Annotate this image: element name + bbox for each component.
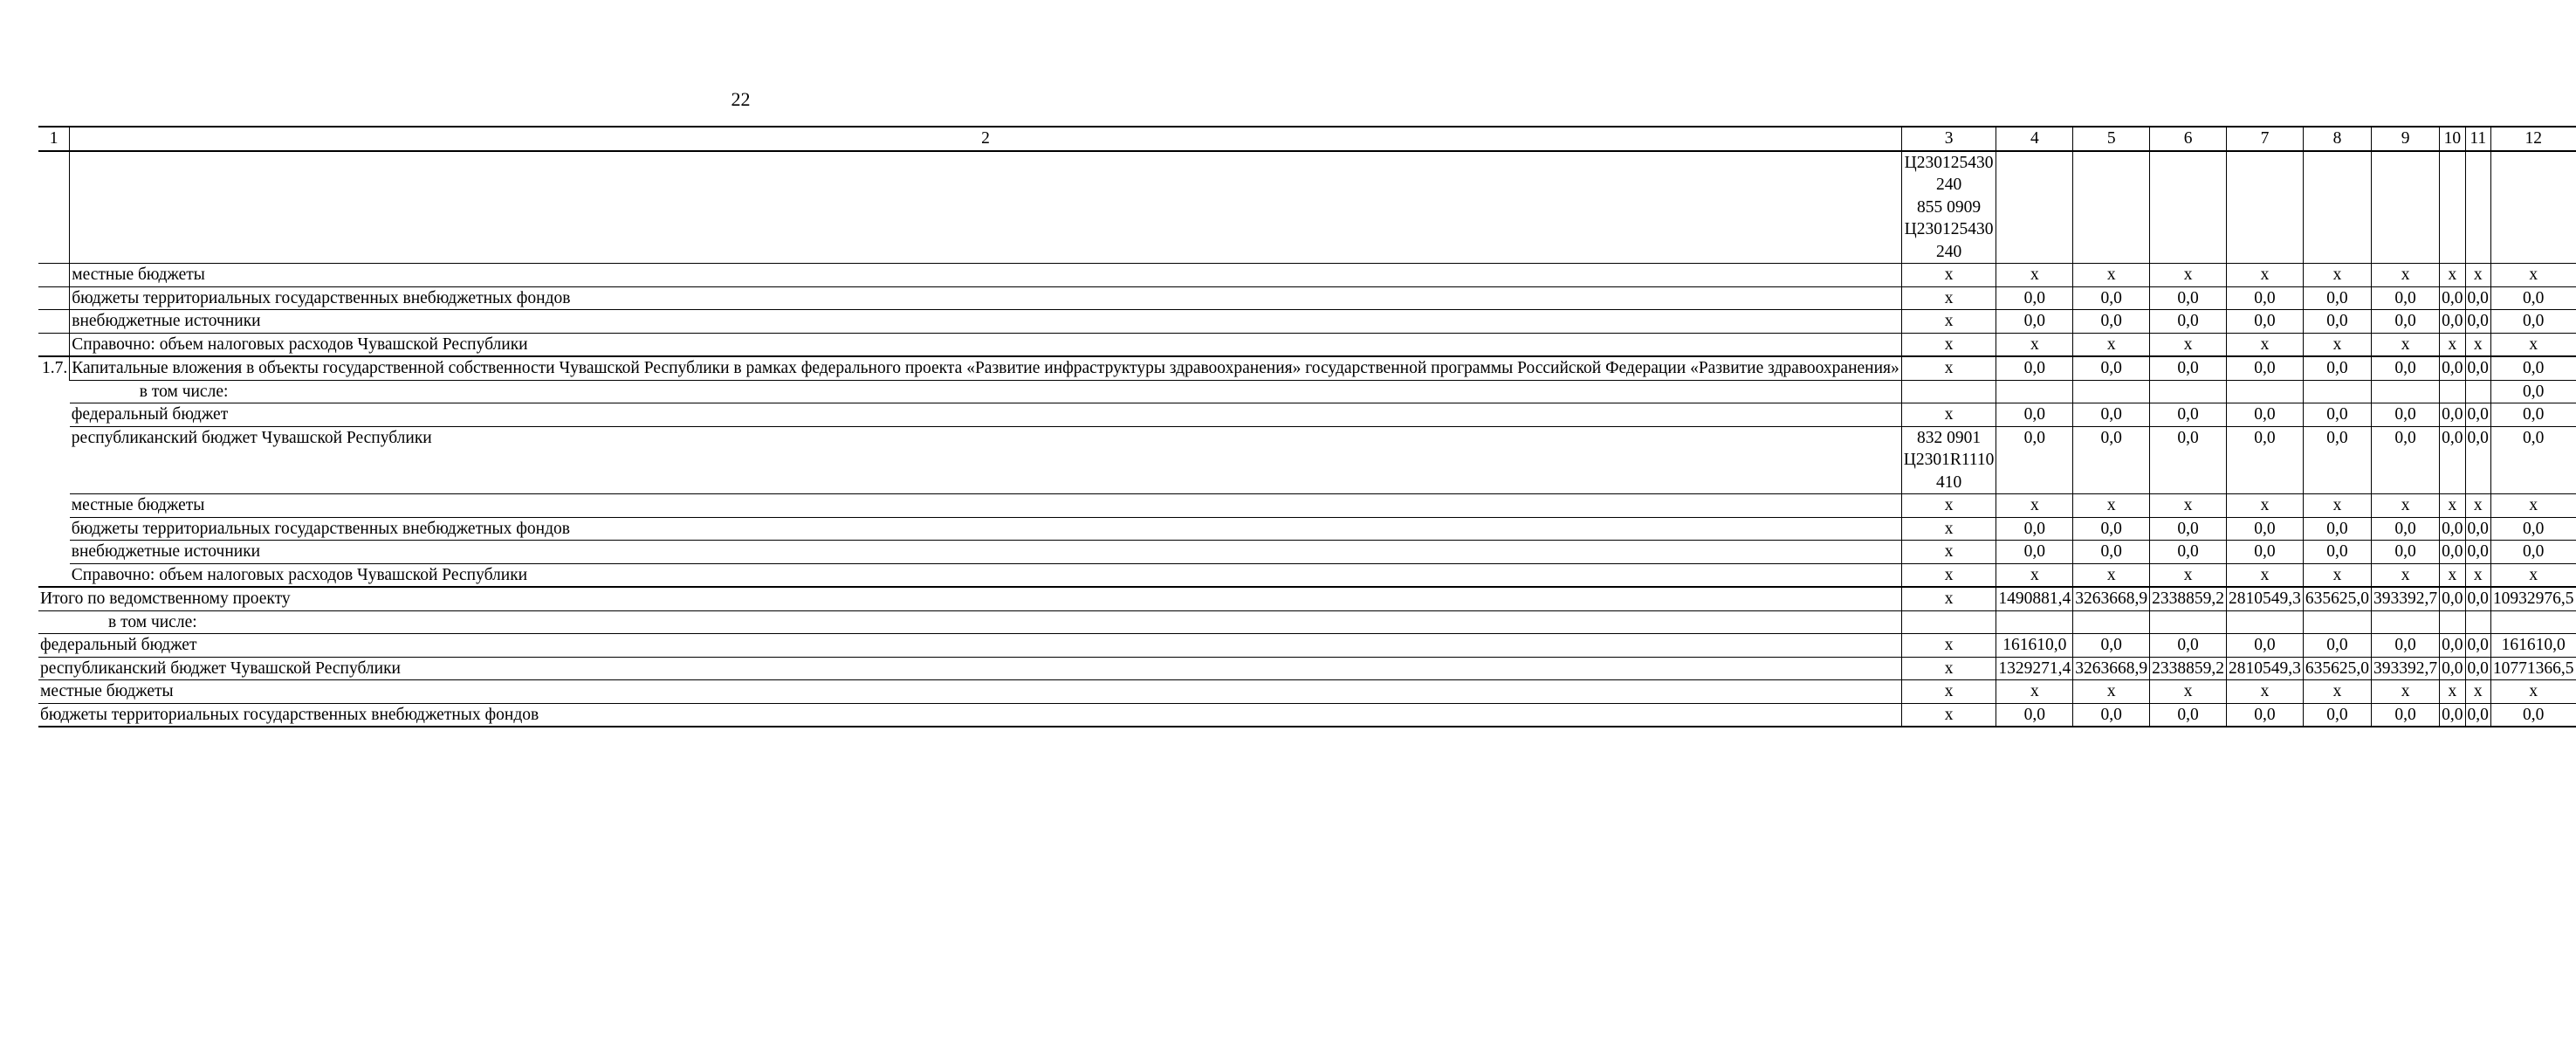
value-cell: х — [2372, 333, 2440, 356]
empty-cell — [38, 286, 70, 310]
value-cell: 0,0 — [2150, 403, 2227, 427]
table-row — [38, 356, 2576, 380]
value-cell: 0,0 — [2372, 403, 2440, 427]
code-line: 240 — [1935, 176, 1962, 194]
code-cell: х — [1901, 310, 1996, 334]
value-cell: 0,0 — [2150, 426, 2227, 494]
empty-cell — [2073, 610, 2150, 634]
value-cell: х — [2303, 264, 2371, 287]
empty-cell — [2440, 610, 2465, 634]
empty-cell — [38, 264, 70, 287]
table-row — [38, 310, 2576, 334]
row-name: федеральный бюджет — [70, 403, 1902, 427]
value-cell: х — [2227, 680, 2304, 704]
value-cell: х — [1996, 333, 2073, 356]
row-name: бюджеты территориальных государственных внебюджетных фондов — [70, 286, 1902, 310]
value-cell: х — [2227, 333, 2304, 356]
table-row — [38, 634, 2576, 658]
empty-cell — [2227, 151, 2304, 264]
value-cell: х — [2073, 680, 2150, 704]
empty-cell — [2465, 610, 2490, 634]
code-cell: х — [1901, 494, 1996, 518]
value-cell: х — [1996, 680, 2073, 704]
column-number: 2 — [70, 127, 1902, 151]
value-cell: х — [2465, 680, 2490, 704]
value-cell: 0,0 — [2465, 657, 2490, 680]
value-cell: 0,0 — [2490, 703, 2575, 727]
row-name: Итого по ведомственному проекту — [38, 587, 1901, 610]
table-row — [38, 403, 2576, 427]
empty-cell — [2490, 151, 2575, 264]
column-number: 1 — [38, 127, 70, 151]
value-cell: 0,0 — [2440, 403, 2465, 427]
value-cell: х — [2150, 264, 2227, 287]
empty-cell — [38, 310, 70, 334]
value-cell: 0,0 — [2303, 703, 2371, 727]
value-cell: 0,0 — [2372, 541, 2440, 564]
table-row — [38, 657, 2576, 680]
value-cell: 0,0 — [2150, 356, 2227, 380]
empty-cell — [2303, 151, 2371, 264]
value-cell: 0,0 — [2073, 517, 2150, 541]
empty-cell — [2073, 151, 2150, 264]
table-row — [38, 151, 2576, 264]
value-cell: 2338859,2 — [2150, 587, 2227, 610]
budget-table — [38, 126, 2576, 727]
column-number: 12 — [2490, 127, 2575, 151]
row-name: бюджеты территориальных государственных внебюджетных фондов — [38, 703, 1901, 727]
value-cell: 0,0 — [2073, 541, 2150, 564]
code-line: Ц2301R1110 — [1903, 451, 1995, 469]
code-cell: х — [1901, 264, 1996, 287]
section-number: 1.7. — [38, 356, 70, 587]
value-cell: 0,0 — [2303, 310, 2371, 334]
value-cell: 393392,7 — [2372, 587, 2440, 610]
empty-cell — [1901, 380, 1996, 403]
empty-cell — [2150, 610, 2227, 634]
code-cell: х — [1901, 587, 1996, 610]
value-cell: 0,0 — [2440, 286, 2465, 310]
row-name: республиканский бюджет Чувашской Республики — [70, 426, 1902, 494]
empty-cell — [2150, 380, 2227, 403]
value-cell: 0,0 — [2227, 403, 2304, 427]
value-cell: 0,0 — [2073, 426, 2150, 494]
value-cell: х — [2372, 680, 2440, 704]
code-line: 240 — [1935, 242, 1962, 261]
value-cell: 0,0 — [2440, 541, 2465, 564]
value-cell: 161610,0 — [1996, 634, 2073, 658]
value-cell: х — [2227, 264, 2304, 287]
value-cell: 0,0 — [2073, 310, 2150, 334]
value-cell: 0,0 — [2465, 703, 2490, 727]
value-cell: 0,0 — [2227, 703, 2304, 727]
value-cell: х — [2440, 333, 2465, 356]
row-name: местные бюджеты — [38, 680, 1901, 704]
value-cell: 0,0 — [2227, 286, 2304, 310]
code-cell — [1901, 151, 1996, 264]
value-cell: х — [2073, 264, 2150, 287]
value-cell: 0,0 — [2303, 634, 2371, 658]
value-cell: 10771366,5 — [2490, 657, 2575, 680]
code-line: 832 0901 — [1917, 428, 1982, 447]
value-cell: 0,0 — [2490, 541, 2575, 564]
value-cell: 0,0 — [2490, 517, 2575, 541]
empty-cell — [1996, 380, 2073, 403]
empty-cell — [1901, 610, 1996, 634]
table-row — [38, 703, 2576, 727]
value-cell: 2338859,2 — [2150, 657, 2227, 680]
page-number: 22 — [731, 88, 751, 110]
value-cell: 0,0 — [2465, 403, 2490, 427]
value-cell: 0,0 — [2227, 426, 2304, 494]
value-cell: 0,0 — [2227, 356, 2304, 380]
value-cell: х — [2073, 563, 2150, 587]
value-cell: х — [2465, 494, 2490, 518]
value-cell: 0,0 — [2150, 310, 2227, 334]
column-number: 7 — [2227, 127, 2304, 151]
value-cell: 0,0 — [2372, 286, 2440, 310]
code-cell: х — [1901, 680, 1996, 704]
column-number: 10 — [2440, 127, 2465, 151]
code-cell: х — [1901, 703, 1996, 727]
value-cell: х — [2372, 264, 2440, 287]
value-cell: 635625,0 — [2303, 657, 2371, 680]
row-name: Справочно: объем налоговых расходов Чувашской Республики — [70, 563, 1902, 587]
value-cell: х — [2372, 563, 2440, 587]
empty-cell — [2465, 380, 2490, 403]
value-cell: 0,0 — [2303, 541, 2371, 564]
value-cell: 3263668,9 — [2073, 587, 2150, 610]
table-row — [38, 563, 2576, 587]
empty-cell — [70, 151, 1902, 264]
value-cell: 0,0 — [2440, 634, 2465, 658]
table-row — [38, 426, 2576, 494]
value-cell: х — [2490, 563, 2575, 587]
column-number: 6 — [2150, 127, 2227, 151]
value-cell: 0,0 — [2465, 426, 2490, 494]
total-row — [38, 587, 2576, 610]
empty-cell — [2372, 610, 2440, 634]
code-cell — [1901, 426, 1996, 494]
value-cell: 0,0 — [2303, 286, 2371, 310]
empty-cell — [2150, 151, 2227, 264]
table-row — [38, 517, 2576, 541]
code-line: Ц230125430 — [1904, 220, 1994, 238]
empty-cell — [38, 333, 70, 356]
value-cell: х — [2303, 563, 2371, 587]
code-cell: х — [1901, 286, 1996, 310]
value-cell: х — [2227, 563, 2304, 587]
value-cell: 0,0 — [2465, 634, 2490, 658]
value-cell: х — [2440, 680, 2465, 704]
value-cell: 1329271,4 — [1996, 657, 2073, 680]
value-cell: х — [2465, 563, 2490, 587]
value-cell: х — [2490, 333, 2575, 356]
value-cell: х — [2073, 494, 2150, 518]
table-row — [38, 494, 2576, 518]
code-cell: х — [1901, 657, 1996, 680]
code-line: 410 — [1935, 472, 1962, 492]
empty-cell — [2490, 610, 2575, 634]
value-cell: 0,0 — [2073, 634, 2150, 658]
value-cell: 635625,0 — [2303, 587, 2371, 610]
value-cell: х — [2150, 563, 2227, 587]
code-cell: х — [1901, 403, 1996, 427]
row-name: республиканский бюджет Чувашской Республики — [38, 657, 1901, 680]
row-name: внебюджетные источники — [70, 310, 1902, 334]
value-cell: 393392,7 — [2372, 657, 2440, 680]
value-cell: 0,0 — [2150, 703, 2227, 727]
value-cell: 0,0 — [1996, 310, 2073, 334]
empty-cell — [2440, 151, 2465, 264]
value-cell: 0,0 — [2440, 426, 2465, 494]
empty-cell — [2073, 380, 2150, 403]
value-cell: 0,0 — [1996, 426, 2073, 494]
value-cell: 0,0 — [2465, 356, 2490, 380]
header-row — [38, 127, 2576, 151]
value-cell: 0,0 — [2490, 310, 2575, 334]
value-cell: 0,0 — [2227, 310, 2304, 334]
row-name: Справочно: объем налоговых расходов Чувашской Республики — [70, 333, 1902, 356]
value-cell: х — [2303, 494, 2371, 518]
value-cell: 0,0 — [2150, 517, 2227, 541]
value-cell: 0,0 — [2372, 356, 2440, 380]
table-row — [38, 380, 2576, 403]
value-cell: 2810549,3 — [2227, 657, 2304, 680]
value-cell: 0,0 — [2490, 403, 2575, 427]
empty-cell — [2372, 151, 2440, 264]
code-cell: х — [1901, 541, 1996, 564]
empty-cell — [2465, 151, 2490, 264]
value-cell: х — [2465, 264, 2490, 287]
value-cell: х — [2490, 494, 2575, 518]
value-cell: 0,0 — [2440, 703, 2465, 727]
value-cell: 0,0 — [1996, 403, 2073, 427]
column-number: 9 — [2372, 127, 2440, 151]
section-title: Капитальные вложения в объекты государственной собственности Чувашской Республики в рамках федерального проекта «Развитие инфраструктуры здравоохранения» государственной программы Российской Федерации «Развитие здравоохранения» — [70, 356, 1902, 380]
value-cell: х — [1996, 563, 2073, 587]
empty-cell — [1996, 151, 2073, 264]
value-cell: 0,0 — [2465, 310, 2490, 334]
value-cell: х — [2440, 563, 2465, 587]
row-name: местные бюджеты — [70, 264, 1902, 287]
empty-cell — [2303, 380, 2371, 403]
value-cell: 0,0 — [2440, 310, 2465, 334]
value-cell: 0,0 — [2073, 356, 2150, 380]
value-cell: 0,0 — [2490, 426, 2575, 494]
value-cell: 0,0 — [2150, 541, 2227, 564]
value-cell: 0,0 — [2303, 403, 2371, 427]
row-name: местные бюджеты — [70, 494, 1902, 518]
value-cell: 0,0 — [1996, 541, 2073, 564]
value-cell: 0,0 — [2465, 541, 2490, 564]
value-cell: 0,0 — [2372, 634, 2440, 658]
column-number: 11 — [2465, 127, 2490, 151]
value-cell: х — [1996, 264, 2073, 287]
column-number: 4 — [1996, 127, 2073, 151]
table-row — [38, 264, 2576, 287]
value-cell: 0,0 — [2073, 286, 2150, 310]
value-cell: 0,0 — [2440, 587, 2465, 610]
value-cell: 0,0 — [2227, 634, 2304, 658]
value-cell: 0,0 — [2372, 426, 2440, 494]
value-cell: х — [2150, 680, 2227, 704]
code-cell: х — [1901, 333, 1996, 356]
value-cell: 0,0 — [1996, 517, 2073, 541]
value-cell: 3263668,9 — [2073, 657, 2150, 680]
empty-cell — [2372, 380, 2440, 403]
value-cell: х — [2372, 494, 2440, 518]
row-name: бюджеты территориальных государственных внебюджетных фондов — [70, 517, 1902, 541]
including-label: в том числе: — [70, 380, 1902, 403]
value-cell: 0,0 — [2303, 517, 2371, 541]
table-row — [38, 610, 2576, 634]
code-cell: х — [1901, 563, 1996, 587]
value-cell: 0,0 — [2465, 587, 2490, 610]
code-line: 855 0909 — [1917, 197, 1982, 217]
code-cell: х — [1901, 356, 1996, 380]
value-cell: х — [2303, 333, 2371, 356]
value-cell: 0,0 — [2372, 517, 2440, 541]
value-cell: х — [2440, 494, 2465, 518]
value-cell: 0,0 — [2490, 356, 2575, 380]
value-cell: х — [2150, 494, 2227, 518]
value-cell: х — [2490, 264, 2575, 287]
value-cell: 2810549,3 — [2227, 587, 2304, 610]
value-cell: х — [2490, 680, 2575, 704]
row-name: федеральный бюджет — [38, 634, 1901, 658]
value-cell: х — [2440, 264, 2465, 287]
value-cell: 0,0 — [2303, 356, 2371, 380]
empty-cell — [2227, 380, 2304, 403]
empty-cell — [2227, 610, 2304, 634]
value-cell: 0,0 — [2303, 426, 2371, 494]
value-cell: 161610,0 — [2490, 634, 2575, 658]
value-cell: 0,0 — [2372, 703, 2440, 727]
value-cell: 0,0 — [2465, 517, 2490, 541]
value-cell: х — [1996, 494, 2073, 518]
code-cell: х — [1901, 517, 1996, 541]
value-cell: 0,0 — [2227, 517, 2304, 541]
column-number: 5 — [2073, 127, 2150, 151]
column-number: 8 — [2303, 127, 2371, 151]
value-cell: 0,0 — [2465, 286, 2490, 310]
code-cell: х — [1901, 634, 1996, 658]
empty-cell — [1996, 610, 2073, 634]
value-cell: х — [2303, 680, 2371, 704]
value-cell: 10932976,5 — [2490, 587, 2575, 610]
table-row — [38, 286, 2576, 310]
value-cell: 0,0 — [2490, 380, 2575, 403]
value-cell: 0,0 — [2150, 634, 2227, 658]
value-cell: х — [2150, 333, 2227, 356]
value-cell: 0,0 — [2150, 286, 2227, 310]
value-cell: 0,0 — [2440, 657, 2465, 680]
value-cell: х — [2227, 494, 2304, 518]
code-line: Ц230125430 — [1904, 153, 1994, 172]
value-cell: 1490881,4 — [1996, 587, 2073, 610]
value-cell: 0,0 — [2490, 286, 2575, 310]
table-row — [38, 680, 2576, 704]
empty-cell — [38, 151, 70, 264]
value-cell: 0,0 — [2227, 541, 2304, 564]
value-cell: х — [2465, 333, 2490, 356]
value-cell: х — [2073, 333, 2150, 356]
value-cell: 0,0 — [2440, 517, 2465, 541]
row-name: внебюджетные источники — [70, 541, 1902, 564]
value-cell: 0,0 — [1996, 703, 2073, 727]
row-name: в том числе: — [38, 610, 1901, 634]
column-number: 3 — [1901, 127, 1996, 151]
value-cell: 0,0 — [2073, 703, 2150, 727]
table-row — [38, 541, 2576, 564]
value-cell: 0,0 — [2372, 310, 2440, 334]
value-cell: 0,0 — [1996, 356, 2073, 380]
value-cell: 0,0 — [2440, 356, 2465, 380]
value-cell: 0,0 — [2073, 403, 2150, 427]
table-row — [38, 333, 2576, 356]
value-cell: 0,0 — [1996, 286, 2073, 310]
empty-cell — [2303, 610, 2371, 634]
empty-cell — [2440, 380, 2465, 403]
